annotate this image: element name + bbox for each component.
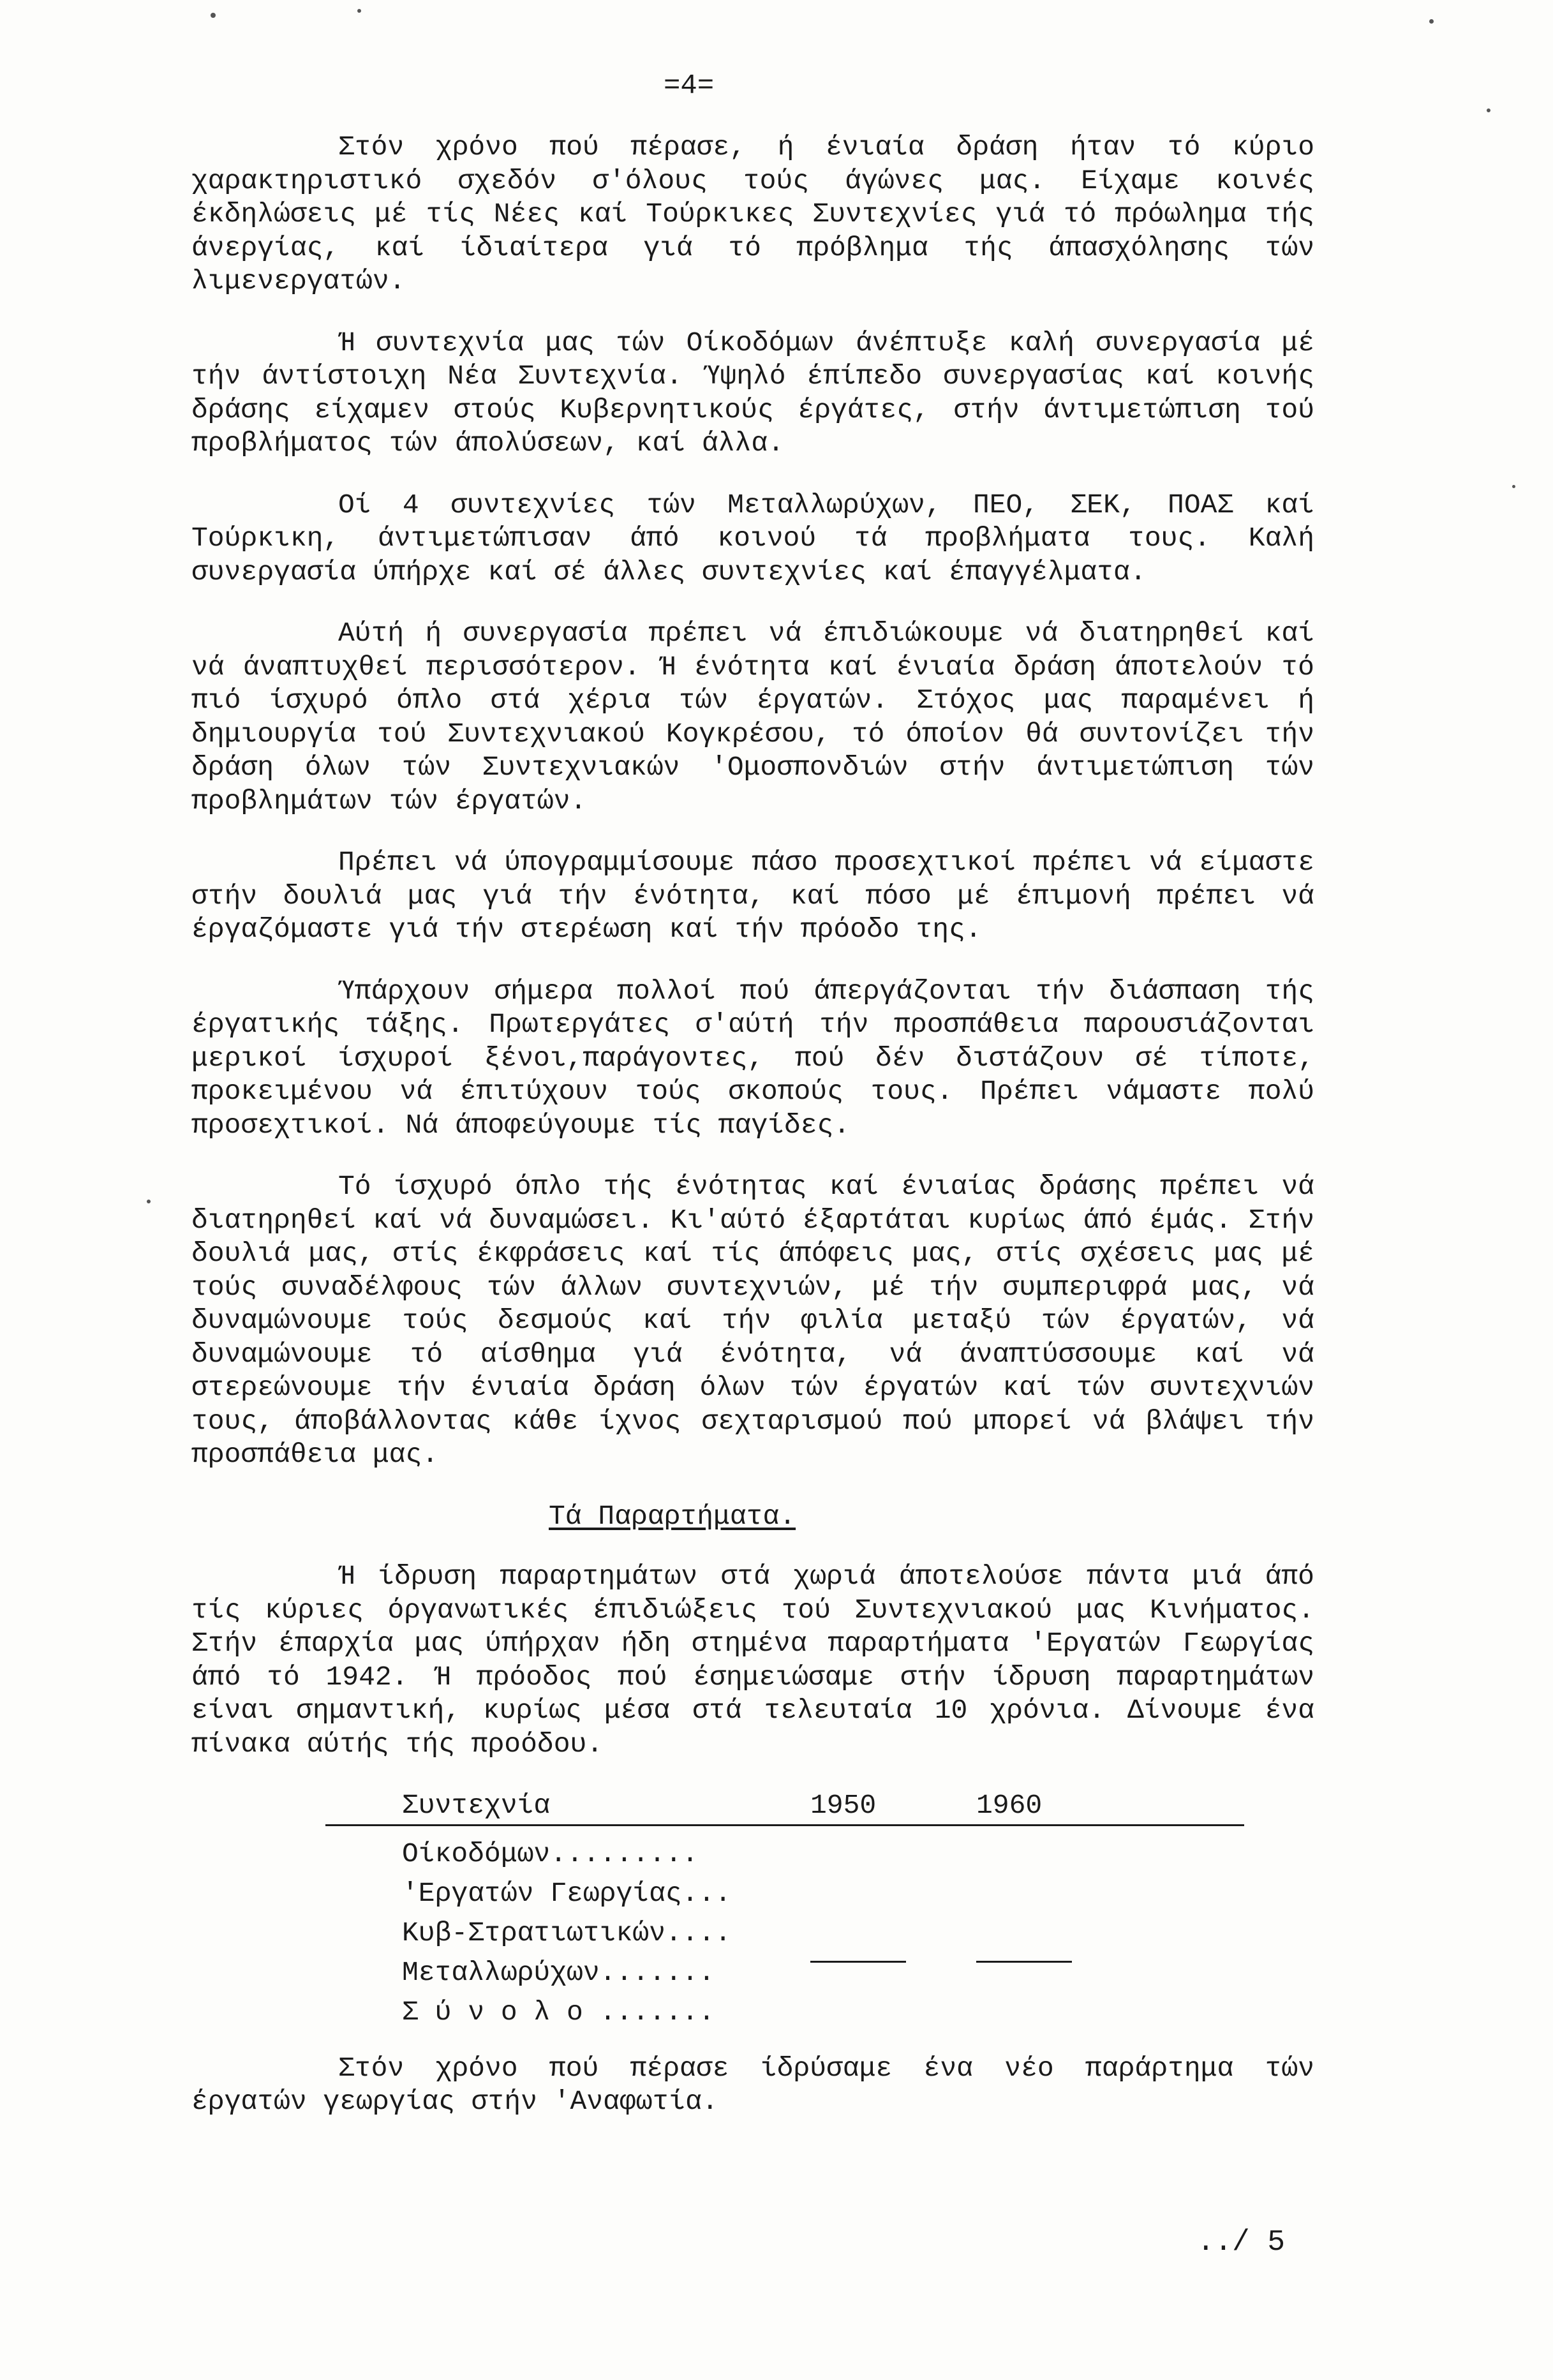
row-builders: Οίκοδόμων.........: [402, 1838, 699, 1870]
paragraph-branches: Ή ίδρυση παραρτημάτων στά χωριά άποτελούσε πάντα μιά άπό τίς κύριες όργανωτικές έπιδιώξεις τού Συντεχνιακού μας Κινήματος. Στήν έπαρχία μας ύπήρχαν ήδη στημένα παραρτήματα 'Εργατών Γεωργίας άπό τό 1942. Ή πρόοδος πού έσημειώσαμε στήν ίδρυση παραρτημάτων είναι σημαντική, κυρίως μέσα στά τελευταία 10 χρόνια. Δίνουμε ένα πίνακα αύτής τής προόδου.: [191, 1561, 1314, 1760]
paragraph-strong-weapon: Τό ίσχυρό όπλο τής ένότητας καί ένιαίας δράσης πρέπει νά διατηρηθεί καί νά δυναμώσει. Κι'αύτό έξαρτάται κυρίως άπό έμάς. Στήν δουλιά μας, στίς έκφράσεις καί τίς άπόφεις μας, στίς σχέσεις μας μέ τούς συναδέλφους τών άλλων συντεχνιών, μέ τήν συμπεριφρά μας, νά δυναμώνουμε τούς δεσμούς καί τήν φιλία μεταξύ τών έργατών, νά δυναμώνουμε τό αίσθημα γιά ένότητα, νά άναπτύσσουμε καί νά στερεώνουμε τήν ένιαία δράση όλων τών έργατών καί τών συντεχνιών τους, άποβάλλοντας κάθε ίχνος σεχταρισμού πού μπορεί νά βλάψει τήν προσπάθεια μας.: [191, 1171, 1314, 1470]
row-miners: Μεταλλωρύχων.......: [402, 1957, 715, 1989]
document-body: [191, 131, 1314, 2147]
scan-speck: [211, 13, 216, 18]
continuation-marker: ../ 5: [1196, 2226, 1285, 2259]
header-1960: 1960: [976, 1790, 1043, 1821]
table-row: [325, 1914, 1244, 1954]
paragraph-cooperation: Αύτή ή συνεργασία πρέπει νά έπιδιώκουμε νά διατηρηθεί καί νά άναπτυχθεί περισσότερον. Ή ένότητα καί ένιαία δράση άποτελούν τό πιό ίσχυρό όπλο στά χέρια τών έργατών. Στόχος μας παραμένει ή δημιουργία τού Συντεχνιακού Κογκρέσου, τό όποίον θά συντονίζει τήν δράση όλων τών Συντεχνιακών 'Ομοσπονδιών στήν άντιμετώπιση τών προβλημάτων τών έργατών.: [191, 618, 1314, 817]
cell-1960: [976, 2000, 1142, 2026]
cell-1950-underline: [810, 1961, 976, 1986]
cell-1960: [976, 1921, 1142, 1947]
paragraph-careful-work: Πρέπει νά ύπογραμμίσουμε πάσο προσεχτικοί πρέπει νά είμαστε στήν δουλιά μας γιά τήν ένότητα, καί πόσο μέ έπιμονή πρέπει νά έργαζόμαστε γιά τήν στερέωση καί τήν πρόοδο της.: [191, 847, 1314, 945]
scan-speck: [1487, 108, 1490, 112]
cell-1950: [810, 1882, 976, 1907]
scan-speck: [1512, 485, 1515, 488]
cell-1960-underline: [976, 1961, 1142, 1986]
row-government-military: Κυβ-Στρατιωτικών....: [402, 1917, 732, 1949]
paragraph-builders-union: Ή συντεχνία μας τών Οίκοδόμων άνέπτυξε καλή συνεργασία μέ τήν άντίστοιχη Νέα Συντεχνία. Ύψηλό έπίπεδο συνεργασίας καί κοινής δράσης είχαμεν στούς Κυβερνητικούς έργάτες, στήν άντιμετώπιση τού προβλήματος τών άπολύσεων, καί άλλα.: [191, 327, 1314, 459]
cell-1960: [976, 1882, 1142, 1907]
paragraph-miners-unions: Οί 4 συντεχνίες τών Μεταλλωρύχων, ΠΕΟ, ΣΕΚ, ΠΟΑΣ καί Τούρκικη, άντιμετώπισαν άπό κοινού τά προβλήματα τους. Καλή συνεργασία ύπήρχε καί σέ άλλες συντεχνίες καί έπαγγέλματα.: [191, 489, 1314, 588]
cell-1950: [810, 2000, 976, 2026]
page-number: =4=: [664, 70, 715, 102]
table-row: [325, 1993, 1244, 2033]
table-header: [325, 1789, 1244, 1826]
sum-line: [976, 1961, 1072, 1963]
branches-table: [325, 1789, 1244, 2033]
paragraph-new-branch: Στόν χρόνο πού πέρασε ίδρύσαμε ένα νέο παράρτημα τών έργατών γεωργίας στήν 'Αναφωτία.: [191, 2052, 1314, 2117]
table-row: [325, 1954, 1244, 1993]
header-1950: 1950: [810, 1790, 877, 1821]
row-agricultural-workers: 'Εργατών Γεωργίας...: [402, 1878, 732, 1910]
scan-speck: [357, 9, 361, 13]
cell-1950: [810, 1842, 976, 1868]
cell-1960: [976, 1842, 1142, 1868]
paragraph-division-warning: Ύπάρχουν σήμερα πολλοί πού άπεργάζονται τήν διάσπαση τής έργατικής τάξης. Πρωτεργάτες σ'αύτή τήν προσπάθεια παρουσιάζονται μερικοί ίσχυροί ξένοι,παράγοντες, πού δέν διστάζουν σέ τίποτε, προκειμένου νά έπιτύχουν τούς σκοπούς τους. Πρέπει νάμαστε πολύ προσεχτικοί. Νά άποφεύγουμε τίς παγίδες.: [191, 975, 1314, 1141]
sum-line: [810, 1961, 906, 1963]
table-row: [325, 1875, 1244, 1914]
row-total: Σ ύ ν ο λ ο .......: [402, 1997, 715, 2028]
section-title-branches: Τά Παραρτήματα.: [549, 1500, 796, 1532]
table-row: [325, 1835, 1244, 1875]
paragraph-unity-action: Στόν χρόνο πού πέρασε, ή ένιαία δράση ήταν τό κύριο χαρακτηριστικό σχεδόν σ'όλους τούς άγώνες μας. Είχαμε κοινές έκδηλώσεις μέ τίς Νέες καί Τούρκικες Συντεχνίες γιά τό πρόωλημα τής άνεργίας, καί ίδιαίτερα γιά τό πρόβλημα τής άπασχόλησης τών λιμενεργατών.: [191, 131, 1314, 297]
scan-speck: [1429, 19, 1434, 24]
cell-1950: [810, 1921, 976, 1947]
scan-speck: [147, 1200, 151, 1203]
header-union: Συντεχνία: [402, 1790, 551, 1821]
